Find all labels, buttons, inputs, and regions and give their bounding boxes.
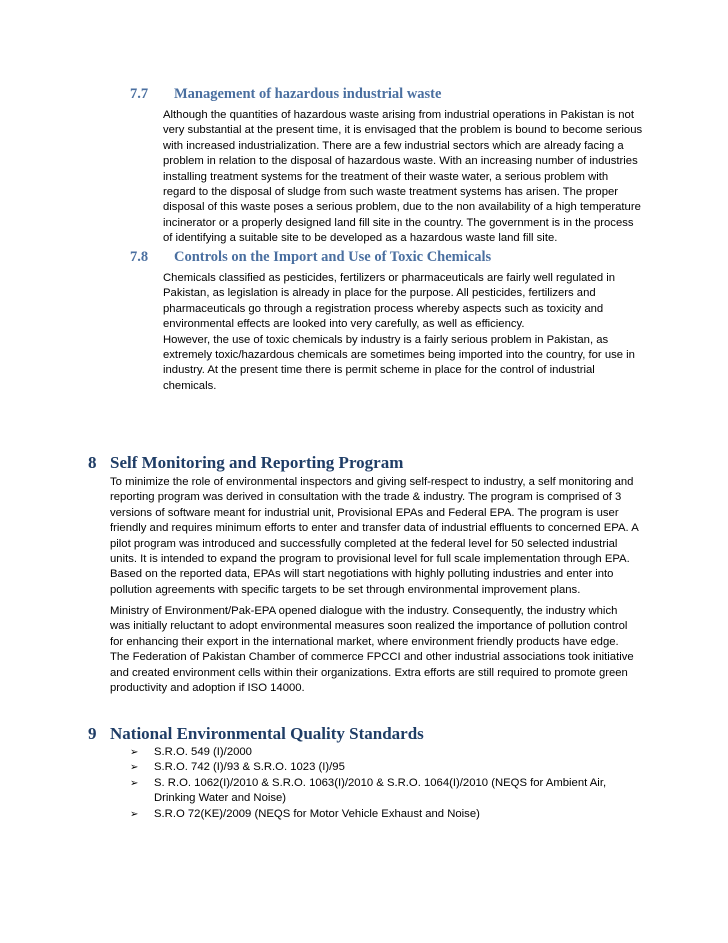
list-item xyxy=(120,807,680,822)
text-line: Although the quantities of hazardous waste arising from industrial operations in Pakistan is not xyxy=(163,109,634,121)
section-8-heading xyxy=(88,453,403,473)
text-line: regard to the disposal of sludge from such waste treatment systems has arisen. The proper xyxy=(163,186,619,199)
section-title: Controls on the Import and Use of Toxic Chemicals xyxy=(174,249,492,265)
text-line: pilot program was introduced and successfully completed at the federal level for 50 selected industrial xyxy=(110,537,618,550)
text-line: problem in relation to the disposal of hazardous waste. With an increasing number of industries xyxy=(163,155,638,168)
section-number: 9 xyxy=(88,724,97,743)
list-item-text: S. R.O. 1062(I)/2010 & S.R.O. 1063(I)/2010 & S.R.O. 1064(I)/2010 (NEQS for Ambient Air, xyxy=(154,776,607,789)
list-item-text: S.R.O 72(KE)/2009 (NEQS for Motor Vehicle Exhaust and Noise) xyxy=(154,807,480,820)
section-number: 7.7 xyxy=(130,86,149,102)
text-line: for enhancing their export in the international market, where environment friendly products have edge. xyxy=(110,635,619,648)
text-line: Based on the reported data, EPAs will start negotiations with highly polluting industries and enter into xyxy=(110,568,614,581)
text-line: environmental effects are looked into very carefully, as well as efficiency. xyxy=(163,318,525,331)
arrow-bullet-icon: ➢ xyxy=(130,808,139,820)
section-7-7-heading xyxy=(130,86,441,103)
text-line: reporting program was derived in consultation with the trade & industry. The program is comprised of 3 xyxy=(110,491,622,504)
section-title: National Environmental Quality Standards xyxy=(110,724,424,743)
section-8-paragraph-1 xyxy=(110,475,639,598)
text-line: Chemicals classified as pesticides, fertilizers or pharmaceuticals are fairly well regulated in xyxy=(163,272,616,284)
list-item xyxy=(120,760,680,775)
neqs-list xyxy=(120,745,680,822)
text-line: very substantial at the present time, it is envisaged that the problem is bound to become serious xyxy=(163,124,643,137)
list-item-text: S.R.O. 549 (I)/2000 xyxy=(154,746,252,758)
text-line: friendly and requires minimum efforts to enter and transfer data of industrial effluents to concerned EPA. A xyxy=(110,522,639,535)
text-line: pollution agreements with specific targets to be set through environmental improvement plans. xyxy=(110,583,581,596)
text-line: pharmaceuticals go through a registration process whereby aspects such as toxicity and xyxy=(163,302,604,315)
list-item-text: S.R.O. 742 (I)/93 & S.R.O. 1023 (I)/95 xyxy=(154,761,345,774)
text-line: versions of software meant for industrial unit, Provisional EPAs and Federal EPA. The program is user xyxy=(110,506,619,519)
text-line: incinerator or a properly designed land fill site in the country. The government is in the process xyxy=(163,216,634,229)
text-line: To minimize the role of environmental inspectors and giving self-respect to industry, a self monitoring and xyxy=(110,476,634,488)
text-line: with increased industrialization. There are a few industrial sectors which are already facing a xyxy=(163,139,624,152)
section-7-8-heading xyxy=(130,249,491,266)
arrow-bullet-icon: ➢ xyxy=(130,762,139,774)
text-line: productivity and adoption if ISO 14000. xyxy=(110,682,305,695)
text-line: of identifying a suitable site to be developed as a hazardous waste land fill site. xyxy=(163,232,558,245)
text-line: The Federation of Pakistan Chamber of commerce FPCCI and other industrial associations took initiative xyxy=(110,651,634,664)
text-line: was initially reluctant to adopt environmental measures soon realized the importance of pollution control xyxy=(110,620,628,633)
text-line: chemicals. xyxy=(163,379,217,392)
arrow-bullet-icon: ➢ xyxy=(130,777,139,789)
arrow-bullet-icon: ➢ xyxy=(130,747,139,758)
section-number: 7.8 xyxy=(130,249,149,265)
list-item xyxy=(120,745,680,760)
text-line: extremely toxic/hazardous chemicals are sometimes being imported into the country, for use in xyxy=(163,349,635,362)
section-7-7-body xyxy=(163,108,642,247)
text-line: installing treatment systems for the treatment of their waste water, a serious problem with xyxy=(163,170,609,183)
text-line: disposal of this waste poses a serious problem, due to the non availability of a high temperature xyxy=(163,201,641,214)
text-line: However, the use of toxic chemicals by industry is a fairly serious problem in Pakistan, as xyxy=(163,333,609,346)
text-line: units. It is intended to expand the program to provisional level for full scale implementation through EPA. xyxy=(110,553,630,566)
text-line: Ministry of Environment/Pak-EPA opened dialogue with the industry. Consequently, the industry which xyxy=(110,605,618,617)
section-number: 8 xyxy=(88,453,97,472)
text-line: industry. At the present time there is permit scheme in place for the control of industrial xyxy=(163,364,595,377)
section-7-8-body xyxy=(163,271,635,394)
section-9-heading xyxy=(88,724,424,744)
list-item-text: Drinking Water and Noise) xyxy=(154,792,287,805)
section-title: Management of hazardous industrial waste xyxy=(174,86,442,102)
text-line: Pakistan, as legislation is already in place for the purpose. All pesticides, fertilizers and xyxy=(163,287,596,300)
section-title: Self Monitoring and Reporting Program xyxy=(110,453,404,472)
list-item xyxy=(120,776,680,807)
text-line: and created environment cells within their organizations. Extra efforts are still required to promote green xyxy=(110,666,628,679)
section-8-paragraph-2 xyxy=(110,604,634,696)
